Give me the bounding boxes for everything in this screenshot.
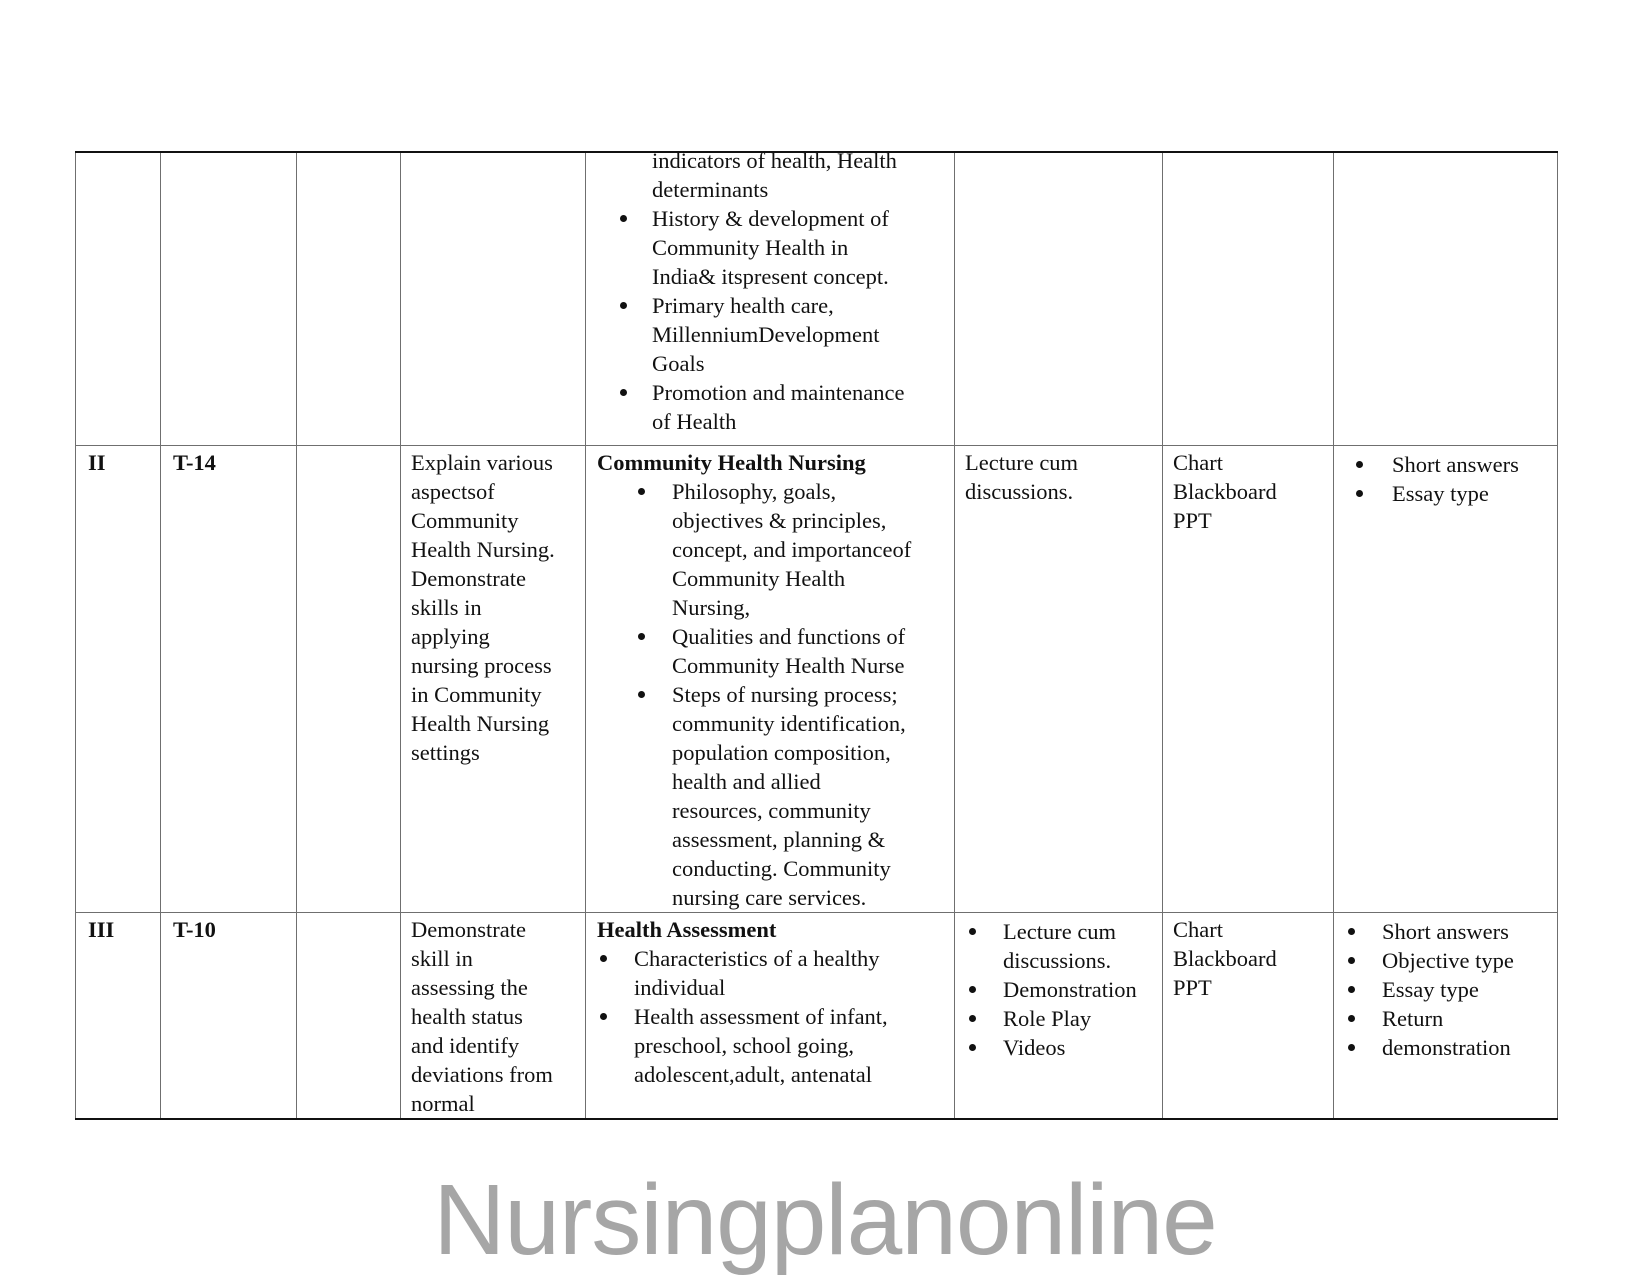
evaluation-cell [1334, 152, 1558, 445]
text-line: skill in [411, 945, 473, 971]
objectives-cell [401, 445, 586, 912]
text-line: Lecture cum [1003, 918, 1117, 944]
bullet-icon [638, 691, 645, 698]
bullet-icon [638, 633, 645, 640]
text-line: Philosophy, goals, [672, 478, 837, 504]
text-line: Explain various [411, 449, 553, 475]
table-row [76, 445, 1558, 912]
blank-cell [297, 912, 401, 1119]
bullet-icon [1348, 957, 1355, 964]
time-label: T-14 [173, 449, 216, 475]
text-line: assessment, planning & [672, 826, 886, 852]
text-line: health and allied [672, 768, 821, 794]
objectives-cell [401, 152, 586, 445]
watermark: Nursingplanonline [433, 1164, 1217, 1276]
text-line: nursing process [411, 652, 552, 678]
content-heading: Health Assessment [597, 916, 777, 942]
text-line: Health assessment of infant, [634, 1003, 888, 1029]
text-line: individual [634, 974, 726, 1000]
content-cell [586, 148, 955, 445]
aids-text [1163, 913, 1333, 1002]
bullet-icon [969, 1015, 976, 1022]
text-line: in Community [411, 681, 542, 707]
bullet-icon [620, 215, 627, 222]
list-item [955, 917, 1162, 975]
text-line: Characteristics of a healthy [634, 945, 880, 971]
list-item [955, 1004, 1162, 1033]
text-line: Qualities and functions of [672, 623, 906, 649]
list-item [1334, 975, 1557, 1004]
syllabus-table [75, 148, 1558, 1120]
time-label: T-10 [173, 916, 216, 942]
list-item [1334, 1004, 1557, 1033]
aids-text [1163, 446, 1333, 535]
text-line: Essay type [1382, 976, 1479, 1002]
text-line: determinants [652, 177, 769, 202]
bullet-icon [620, 302, 627, 309]
content-list [586, 944, 954, 1089]
text-line: discussions. [1003, 947, 1112, 973]
text-line: Community Health Nurse [672, 652, 905, 678]
aids-cell [1163, 912, 1334, 1119]
bullet-icon [1348, 986, 1355, 993]
objectives-text [401, 913, 585, 1118]
time-cell [161, 912, 297, 1119]
table-row [76, 152, 1558, 445]
text-line: Short answers [1392, 451, 1519, 477]
methods-list [955, 917, 1162, 1062]
unit-label: III [88, 916, 115, 942]
list-item [586, 204, 954, 291]
text-line: Return [1382, 1005, 1444, 1031]
text-line: MillenniumDevelopment [652, 322, 880, 347]
bullet-icon [600, 955, 607, 962]
bullet-icon [969, 928, 976, 935]
text-line: Community Health [672, 565, 846, 591]
list-item [586, 622, 954, 680]
text-line: Nursing, [672, 594, 751, 620]
text-line: PPT [1173, 974, 1212, 1000]
text-line: concept, and importanceof [672, 536, 912, 562]
evaluation-list [1334, 917, 1557, 1062]
bullet-icon [969, 1044, 976, 1051]
aids-cell [1163, 152, 1334, 445]
text-line: Goals [652, 351, 705, 376]
text-line: Demonstration [1003, 976, 1137, 1002]
text-line: and identify [411, 1032, 520, 1058]
text-line: Community Health in [652, 235, 849, 260]
blank-cell [297, 152, 401, 445]
blank-cell [297, 445, 401, 912]
text-line: indicators of health, Health [652, 148, 897, 173]
text-line: nursing care services. [672, 884, 867, 910]
list-item [586, 680, 954, 912]
bullet-icon [1348, 1015, 1355, 1022]
text-line: Steps of nursing process; [672, 681, 898, 707]
text-line: Health Nursing. [411, 536, 555, 562]
bullet-icon [1356, 490, 1363, 497]
unit-cell [76, 445, 161, 912]
methods-cell [955, 152, 1163, 445]
aids-cell [1163, 445, 1334, 912]
text-line: applying [411, 623, 490, 649]
text-line: adolescent,adult, antenatal [634, 1061, 873, 1087]
text-line: Objective type [1382, 947, 1514, 973]
text-line: Essay type [1392, 480, 1489, 506]
bullet-icon [1356, 461, 1363, 468]
list-item [586, 477, 954, 622]
content-heading: Community Health Nursing [597, 449, 866, 475]
time-cell [161, 445, 297, 912]
text-line: Lecture cum [965, 449, 1079, 475]
unit-label: II [88, 449, 106, 475]
bullet-icon [969, 986, 976, 993]
text-line: preschool, school going, [634, 1032, 854, 1058]
text-line: community identification, [672, 710, 906, 736]
table-row [76, 912, 1558, 1119]
list-item [1334, 450, 1557, 479]
text-line: Blackboard [1173, 945, 1277, 971]
bullet-icon [600, 1013, 607, 1020]
content-continuation [586, 146, 954, 204]
text-line: demonstration [1382, 1034, 1511, 1060]
text-line: Chart [1173, 449, 1223, 475]
unit-cell [76, 152, 161, 445]
text-line: Videos [1003, 1034, 1066, 1060]
list-item [586, 944, 954, 1002]
content-cell [586, 445, 955, 912]
text-line: objectives & principles, [672, 507, 887, 533]
text-line: of Health [652, 409, 737, 434]
unit-cell [76, 912, 161, 1119]
text-line: normal [411, 1090, 475, 1116]
objectives-cell [401, 912, 586, 1119]
text-line: Primary health care, [652, 293, 834, 318]
evaluation-cell [1334, 445, 1558, 912]
text-line: Short answers [1382, 918, 1509, 944]
text-line: conducting. Community [672, 855, 891, 881]
text-line: PPT [1173, 507, 1212, 533]
content-list [586, 204, 954, 436]
list-item [586, 1002, 954, 1089]
methods-cell [955, 445, 1163, 912]
text-line: deviations from [411, 1061, 553, 1087]
text-line: health status [411, 1003, 523, 1029]
text-line: Chart [1173, 916, 1223, 942]
list-item [955, 975, 1162, 1004]
bullet-icon [638, 488, 645, 495]
content-cell [586, 912, 955, 1119]
text-line: Demonstrate [411, 565, 526, 591]
text-line: resources, community [672, 797, 871, 823]
list-item [1334, 946, 1557, 975]
evaluation-list [1334, 450, 1557, 508]
content-list [586, 477, 954, 912]
text-line: aspectsof [411, 478, 495, 504]
text-line: Blackboard [1173, 478, 1277, 504]
text-line: Role Play [1003, 1005, 1092, 1031]
bullet-icon [1348, 1044, 1355, 1051]
text-line: Promotion and maintenance [652, 380, 905, 405]
text-line: settings [411, 739, 480, 765]
text-line: skills in [411, 594, 482, 620]
objectives-text [401, 446, 585, 767]
list-item [586, 291, 954, 378]
text-line: Demonstrate [411, 916, 526, 942]
text-line: Health Nursing [411, 710, 550, 736]
text-line: assessing the [411, 974, 528, 1000]
methods-text [955, 446, 1162, 506]
list-item [1334, 479, 1557, 508]
time-cell [161, 152, 297, 445]
bullet-icon [1348, 928, 1355, 935]
text-line: population composition, [672, 739, 891, 765]
bullet-icon [620, 389, 627, 396]
list-item [1334, 917, 1557, 946]
text-line: Community [411, 507, 519, 533]
list-item [1334, 1033, 1557, 1062]
list-item [586, 378, 954, 436]
list-item [955, 1033, 1162, 1062]
text-line: India& itspresent concept. [652, 264, 889, 289]
methods-cell [955, 912, 1163, 1119]
evaluation-cell [1334, 912, 1558, 1119]
text-line: History & development of [652, 206, 889, 231]
text-line: discussions. [965, 478, 1074, 504]
